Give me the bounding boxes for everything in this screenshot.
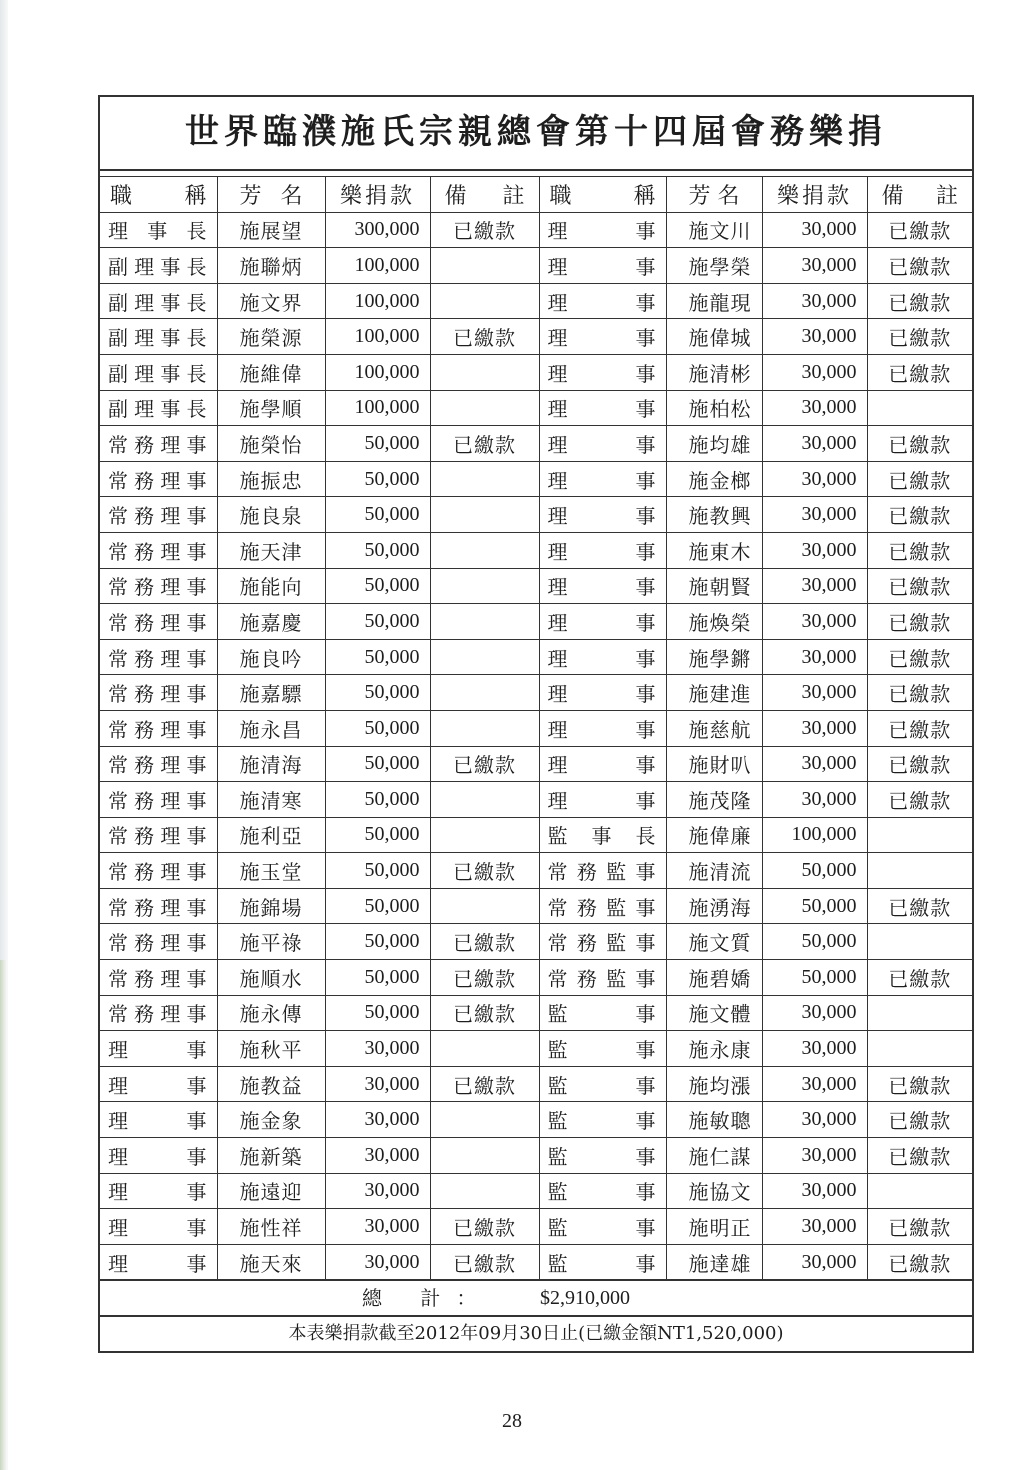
cell-name-right: 施敏聰: [666, 1102, 762, 1138]
cell-amount-right: 30,000: [762, 639, 867, 675]
cell-name-right: 施朝賢: [666, 568, 762, 604]
cell-title-right: 監事: [539, 1173, 666, 1209]
cell-note-left: [430, 497, 539, 533]
cell-title-left: 常務理事: [100, 639, 217, 675]
cell-amount-right: 30,000: [762, 604, 867, 640]
cell-note-right: [867, 390, 972, 426]
cell-title-left: 理事: [100, 1173, 217, 1209]
cell-name-left: 施榮源: [217, 319, 325, 355]
cell-amount-left: 50,000: [325, 426, 430, 462]
cell-note-left: [430, 283, 539, 319]
cell-note-left: [430, 461, 539, 497]
cell-amount-right: 30,000: [762, 710, 867, 746]
cell-note-right: [867, 924, 972, 960]
cell-name-left: 施維偉: [217, 354, 325, 390]
cell-name-left: 施遠迎: [217, 1173, 325, 1209]
cell-name-left: 施秋平: [217, 1031, 325, 1067]
cell-title-left: 理事: [100, 1102, 217, 1138]
cell-amount-right: 30,000: [762, 497, 867, 533]
cell-note-right: 已繳款: [867, 532, 972, 568]
cell-amount-left: 100,000: [325, 319, 430, 355]
cell-name-left: 施金象: [217, 1102, 325, 1138]
cell-note-left: [430, 390, 539, 426]
cell-amount-right: 30,000: [762, 1066, 867, 1102]
cell-title-right: 常務監事: [539, 924, 666, 960]
table-row: [100, 532, 972, 568]
header-amount-right: 樂捐款: [762, 177, 867, 212]
table-row: [100, 354, 972, 390]
cell-note-left: 已繳款: [430, 924, 539, 960]
donation-table: [100, 177, 972, 1280]
table-body: [100, 212, 972, 1280]
cell-name-right: 施學鏘: [666, 639, 762, 675]
cell-name-right: 施仁謀: [666, 1138, 762, 1174]
cell-note-right: 已繳款: [867, 1244, 972, 1280]
cell-name-left: 施振忠: [217, 461, 325, 497]
cell-note-right: [867, 1173, 972, 1209]
cell-note-left: 已繳款: [430, 960, 539, 996]
cell-amount-left: 30,000: [325, 1173, 430, 1209]
donation-table-frame: [98, 95, 974, 1353]
cell-name-right: 施偉城: [666, 319, 762, 355]
page-number: 28: [502, 1410, 522, 1432]
cell-title-left: 常務理事: [100, 604, 217, 640]
cell-title-right: 監事: [539, 1209, 666, 1245]
cell-title-right: 理事: [539, 568, 666, 604]
cell-amount-right: 30,000: [762, 746, 867, 782]
cell-title-left: 理事: [100, 1244, 217, 1280]
cell-name-right: 施龍現: [666, 283, 762, 319]
cell-note-left: [430, 1102, 539, 1138]
cell-amount-left: 50,000: [325, 782, 430, 818]
header-name-right: 芳名: [666, 177, 762, 212]
cell-note-left: [430, 1031, 539, 1067]
cell-note-left: [430, 1138, 539, 1174]
cell-note-left: [430, 675, 539, 711]
cell-amount-right: 30,000: [762, 354, 867, 390]
cell-note-right: 已繳款: [867, 1066, 972, 1102]
cell-note-left: 已繳款: [430, 1066, 539, 1102]
cell-name-left: 施教益: [217, 1066, 325, 1102]
table-row: [100, 604, 972, 640]
cell-name-left: 施利亞: [217, 817, 325, 853]
cell-note-right: 已繳款: [867, 604, 972, 640]
cell-title-left: 理事長: [100, 212, 217, 248]
cell-title-right: 理事: [539, 532, 666, 568]
cell-title-right: 理事: [539, 710, 666, 746]
cell-name-right: 施文體: [666, 995, 762, 1031]
cell-name-left: 施能向: [217, 568, 325, 604]
cell-note-left: 已繳款: [430, 319, 539, 355]
cell-note-left: [430, 888, 539, 924]
cell-note-left: 已繳款: [430, 746, 539, 782]
cell-note-left: [430, 710, 539, 746]
cell-amount-left: 50,000: [325, 710, 430, 746]
cell-note-right: 已繳款: [867, 710, 972, 746]
cell-amount-right: 50,000: [762, 888, 867, 924]
cell-amount-left: 50,000: [325, 960, 430, 996]
cell-name-right: 施均雄: [666, 426, 762, 462]
cell-title-right: 監事: [539, 1102, 666, 1138]
cell-title-left: 副理事長: [100, 390, 217, 426]
cell-name-left: 施清海: [217, 746, 325, 782]
cell-note-right: 已繳款: [867, 1102, 972, 1138]
cell-amount-right: 30,000: [762, 319, 867, 355]
cell-title-left: 常務理事: [100, 461, 217, 497]
cell-title-left: 理事: [100, 1031, 217, 1067]
cell-note-right: 已繳款: [867, 675, 972, 711]
cell-note-right: 已繳款: [867, 960, 972, 996]
cell-title-left: 副理事長: [100, 248, 217, 284]
cell-amount-left: 100,000: [325, 390, 430, 426]
cell-name-left: 施文界: [217, 283, 325, 319]
cell-title-right: 理事: [539, 604, 666, 640]
cell-title-right: 理事: [539, 782, 666, 818]
cell-note-left: [430, 817, 539, 853]
cell-amount-left: 50,000: [325, 497, 430, 533]
cell-note-right: 已繳款: [867, 212, 972, 248]
cell-amount-left: 50,000: [325, 461, 430, 497]
cell-name-right: 施東木: [666, 532, 762, 568]
cell-name-right: 施柏松: [666, 390, 762, 426]
cell-title-left: 常務理事: [100, 426, 217, 462]
table-row: [100, 1138, 972, 1174]
cell-name-left: 施良吟: [217, 639, 325, 675]
cell-name-left: 施玉堂: [217, 853, 325, 889]
cell-amount-right: 30,000: [762, 568, 867, 604]
header-title-right: 職稱: [539, 177, 666, 212]
cell-name-left: 施聯炳: [217, 248, 325, 284]
cell-title-left: 理事: [100, 1138, 217, 1174]
cell-amount-right: 50,000: [762, 853, 867, 889]
header-title-left: 職稱: [100, 177, 217, 212]
cell-title-left: 常務理事: [100, 675, 217, 711]
cell-name-right: 施湧海: [666, 888, 762, 924]
cell-amount-left: 50,000: [325, 746, 430, 782]
total-row: [100, 1280, 972, 1315]
table-row: [100, 1244, 972, 1280]
cell-amount-right: 30,000: [762, 675, 867, 711]
cell-title-right: 監事: [539, 995, 666, 1031]
cell-amount-left: 30,000: [325, 1244, 430, 1280]
cell-amount-right: 30,000: [762, 461, 867, 497]
cell-note-right: 已繳款: [867, 746, 972, 782]
cell-title-right: 理事: [539, 248, 666, 284]
table-row: [100, 995, 972, 1031]
table-row: [100, 746, 972, 782]
cell-name-right: 施茂隆: [666, 782, 762, 818]
cell-amount-left: 50,000: [325, 604, 430, 640]
cell-title-right: 理事: [539, 746, 666, 782]
cell-note-right: 已繳款: [867, 1138, 972, 1174]
cell-title-left: 常務理事: [100, 888, 217, 924]
cell-title-left: 常務理事: [100, 710, 217, 746]
cell-title-right: 監事: [539, 1031, 666, 1067]
table-row: [100, 1031, 972, 1067]
cell-amount-right: 30,000: [762, 782, 867, 818]
cell-amount-left: 50,000: [325, 924, 430, 960]
cell-note-right: 已繳款: [867, 888, 972, 924]
cell-amount-left: 50,000: [325, 817, 430, 853]
cell-note-right: 已繳款: [867, 354, 972, 390]
table-row: [100, 817, 972, 853]
table-row: [100, 319, 972, 355]
cell-name-right: 施達雄: [666, 1244, 762, 1280]
cell-note-right: 已繳款: [867, 568, 972, 604]
cell-amount-right: 30,000: [762, 1031, 867, 1067]
cell-title-right: 監事長: [539, 817, 666, 853]
cell-title-right: 理事: [539, 390, 666, 426]
cell-note-right: 已繳款: [867, 782, 972, 818]
cell-title-right: 理事: [539, 283, 666, 319]
cell-name-left: 施性祥: [217, 1209, 325, 1245]
table-row: [100, 1102, 972, 1138]
table-row: [100, 1066, 972, 1102]
cell-amount-left: 30,000: [325, 1209, 430, 1245]
cell-amount-right: 30,000: [762, 1209, 867, 1245]
cell-name-right: 施均漲: [666, 1066, 762, 1102]
footnote: 本表樂捐款截至2012年09月30日止(已繳金額NT1,520,000): [100, 1315, 972, 1351]
cell-title-left: 理事: [100, 1066, 217, 1102]
cell-title-right: 理事: [539, 354, 666, 390]
table-row: [100, 853, 972, 889]
cell-name-left: 施嘉慶: [217, 604, 325, 640]
cell-amount-right: 30,000: [762, 426, 867, 462]
cell-name-right: 施金榔: [666, 461, 762, 497]
table-row: [100, 248, 972, 284]
table-row: [100, 568, 972, 604]
cell-title-left: 常務理事: [100, 568, 217, 604]
cell-note-left: 已繳款: [430, 1244, 539, 1280]
cell-amount-left: 100,000: [325, 354, 430, 390]
cell-amount-left: 30,000: [325, 1102, 430, 1138]
cell-title-left: 副理事長: [100, 283, 217, 319]
table-row: [100, 497, 972, 533]
cell-note-right: [867, 1031, 972, 1067]
cell-amount-right: 30,000: [762, 1102, 867, 1138]
cell-amount-right: 30,000: [762, 248, 867, 284]
cell-note-left: 已繳款: [430, 212, 539, 248]
cell-name-right: 施文質: [666, 924, 762, 960]
cell-name-right: 施協文: [666, 1173, 762, 1209]
cell-title-right: 常務監事: [539, 853, 666, 889]
cell-name-left: 施展望: [217, 212, 325, 248]
cell-note-right: 已繳款: [867, 283, 972, 319]
cell-name-right: 施清彬: [666, 354, 762, 390]
cell-name-left: 施榮怡: [217, 426, 325, 462]
total-label: 總 計：: [362, 1286, 493, 1311]
cell-amount-left: 300,000: [325, 212, 430, 248]
cell-note-right: [867, 995, 972, 1031]
cell-title-left: 常務理事: [100, 532, 217, 568]
cell-title-right: 監事: [539, 1244, 666, 1280]
cell-amount-right: 50,000: [762, 960, 867, 996]
cell-note-right: 已繳款: [867, 426, 972, 462]
cell-title-right: 理事: [539, 461, 666, 497]
cell-amount-right: 30,000: [762, 532, 867, 568]
cell-title-left: 常務理事: [100, 817, 217, 853]
cell-name-right: 施學榮: [666, 248, 762, 284]
table-row: [100, 924, 972, 960]
cell-amount-left: 100,000: [325, 248, 430, 284]
cell-title-right: 理事: [539, 212, 666, 248]
cell-note-left: [430, 568, 539, 604]
cell-amount-right: 30,000: [762, 1244, 867, 1280]
cell-name-right: 施教興: [666, 497, 762, 533]
cell-title-left: 常務理事: [100, 853, 217, 889]
cell-amount-left: 50,000: [325, 568, 430, 604]
cell-note-right: [867, 853, 972, 889]
cell-amount-left: 30,000: [325, 1066, 430, 1102]
table-row: [100, 888, 972, 924]
header-note-left: 備註: [430, 177, 539, 212]
page-title: 世界臨濮施氏宗親總會第十四屆會務樂捐: [100, 97, 972, 171]
cell-title-right: 監事: [539, 1138, 666, 1174]
cell-amount-left: 30,000: [325, 1138, 430, 1174]
cell-name-right: 施碧嬌: [666, 960, 762, 996]
cell-amount-left: 50,000: [325, 639, 430, 675]
cell-note-left: [430, 639, 539, 675]
cell-title-left: 常務理事: [100, 995, 217, 1031]
cell-name-left: 施錦場: [217, 888, 325, 924]
cell-title-left: 常務理事: [100, 924, 217, 960]
cell-title-right: 常務監事: [539, 960, 666, 996]
cell-amount-right: 30,000: [762, 1173, 867, 1209]
cell-note-left: [430, 354, 539, 390]
cell-note-right: 已繳款: [867, 461, 972, 497]
cell-amount-left: 50,000: [325, 853, 430, 889]
cell-title-left: 常務理事: [100, 782, 217, 818]
cell-name-left: 施天津: [217, 532, 325, 568]
table-row: [100, 461, 972, 497]
cell-note-left: [430, 782, 539, 818]
cell-note-right: 已繳款: [867, 497, 972, 533]
table-row: [100, 1173, 972, 1209]
cell-note-left: [430, 248, 539, 284]
cell-name-left: 施嘉驃: [217, 675, 325, 711]
table-row: [100, 960, 972, 996]
cell-name-left: 施平祿: [217, 924, 325, 960]
table-row: [100, 675, 972, 711]
cell-note-right: 已繳款: [867, 639, 972, 675]
cell-note-left: 已繳款: [430, 995, 539, 1031]
cell-name-left: 施永昌: [217, 710, 325, 746]
cell-amount-left: 50,000: [325, 995, 430, 1031]
header-amount-left: 樂捐款: [325, 177, 430, 212]
cell-name-left: 施新築: [217, 1138, 325, 1174]
table-row: [100, 283, 972, 319]
cell-name-right: 施明正: [666, 1209, 762, 1245]
table-row: [100, 390, 972, 426]
cell-title-left: 常務理事: [100, 960, 217, 996]
header-name-left: 芳名: [217, 177, 325, 212]
cell-title-left: 理事: [100, 1209, 217, 1245]
cell-name-left: 施天來: [217, 1244, 325, 1280]
cell-note-left: [430, 1173, 539, 1209]
table-row: [100, 710, 972, 746]
cell-note-left: 已繳款: [430, 426, 539, 462]
cell-note-left: [430, 532, 539, 568]
cell-amount-right: 100,000: [762, 817, 867, 853]
cell-amount-right: 30,000: [762, 1138, 867, 1174]
cell-note-right: [867, 817, 972, 853]
cell-note-right: 已繳款: [867, 1209, 972, 1245]
cell-title-right: 理事: [539, 497, 666, 533]
cell-amount-right: 30,000: [762, 995, 867, 1031]
cell-amount-right: 50,000: [762, 924, 867, 960]
table-row: [100, 426, 972, 462]
header-note-right: 備註: [867, 177, 972, 212]
cell-title-right: 常務監事: [539, 888, 666, 924]
table-row: [100, 212, 972, 248]
cell-amount-left: 100,000: [325, 283, 430, 319]
cell-note-left: 已繳款: [430, 853, 539, 889]
cell-name-right: 施財叭: [666, 746, 762, 782]
cell-amount-left: 30,000: [325, 1031, 430, 1067]
cell-title-right: 理事: [539, 639, 666, 675]
cell-note-right: 已繳款: [867, 319, 972, 355]
cell-note-left: 已繳款: [430, 1209, 539, 1245]
cell-title-left: 副理事長: [100, 354, 217, 390]
cell-name-right: 施清流: [666, 853, 762, 889]
cell-note-right: 已繳款: [867, 248, 972, 284]
cell-title-right: 理事: [539, 675, 666, 711]
cell-name-right: 施文川: [666, 212, 762, 248]
table-row: [100, 782, 972, 818]
cell-name-left: 施清寒: [217, 782, 325, 818]
cell-title-left: 副理事長: [100, 319, 217, 355]
cell-title-right: 理事: [539, 426, 666, 462]
cell-title-left: 常務理事: [100, 497, 217, 533]
table-row: [100, 1209, 972, 1245]
cell-name-right: 施建進: [666, 675, 762, 711]
cell-amount-left: 50,000: [325, 532, 430, 568]
page-edge-shadow: [0, 960, 6, 1470]
cell-name-left: 施學順: [217, 390, 325, 426]
cell-title-right: 理事: [539, 319, 666, 355]
cell-title-right: 監事: [539, 1066, 666, 1102]
cell-amount-right: 30,000: [762, 212, 867, 248]
cell-name-left: 施永傳: [217, 995, 325, 1031]
total-value: $2,910,000: [540, 1287, 630, 1310]
table-header-row: [100, 177, 972, 212]
cell-name-right: 施慈航: [666, 710, 762, 746]
cell-amount-right: 30,000: [762, 390, 867, 426]
cell-name-right: 施偉廉: [666, 817, 762, 853]
cell-amount-left: 50,000: [325, 888, 430, 924]
cell-amount-left: 50,000: [325, 675, 430, 711]
cell-title-left: 常務理事: [100, 746, 217, 782]
cell-name-left: 施順水: [217, 960, 325, 996]
cell-amount-right: 30,000: [762, 283, 867, 319]
cell-name-right: 施永康: [666, 1031, 762, 1067]
cell-note-left: [430, 604, 539, 640]
cell-name-right: 施煥榮: [666, 604, 762, 640]
table-row: [100, 639, 972, 675]
cell-name-left: 施良泉: [217, 497, 325, 533]
